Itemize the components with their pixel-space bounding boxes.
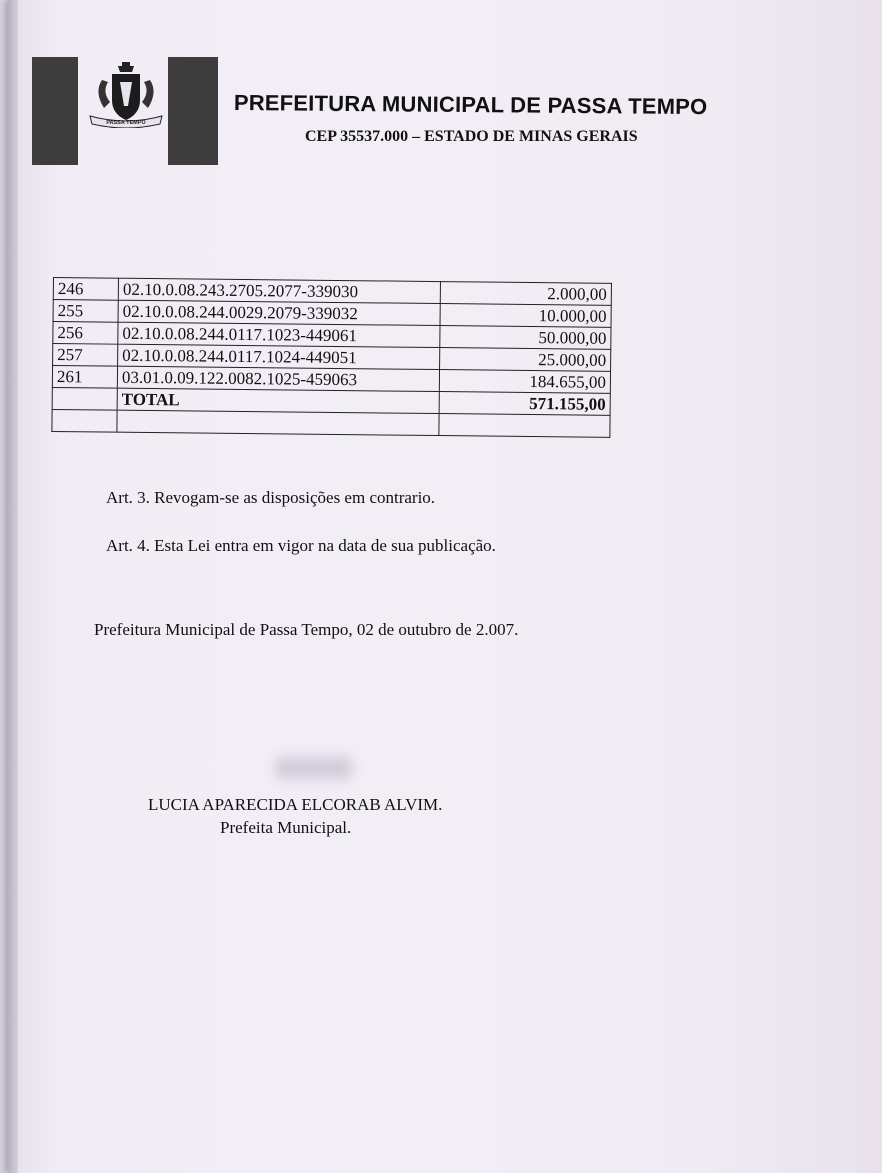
budget-code-cell: 02.10.0.08.243.2705.2077-339030 (118, 278, 440, 303)
article-3: Art. 3. Revogam-se as disposições em contrario. (106, 488, 436, 507)
value-cell: 10.000,00 (440, 304, 611, 328)
header-subtitle: CEP 35537.000 – ESTADO DE MINAS GERAIS (305, 128, 638, 145)
empty-row (52, 409, 610, 437)
header-bar-left (32, 57, 78, 165)
row-number-cell: 246 (53, 278, 118, 301)
budget-code-cell: 02.10.0.08.244.0117.1023-449061 (118, 322, 440, 347)
redacted-blur (276, 757, 352, 779)
total-label-cell: TOTAL (117, 388, 439, 413)
crest-ribbon-text: PASSA TEMPO (106, 120, 146, 126)
document-page (8, 0, 882, 1173)
budget-code-cell: 03.01.0.09.122.0082.1025-459063 (117, 366, 439, 391)
empty-cell (52, 409, 117, 432)
page-edge (8, 0, 18, 1173)
value-cell: 2.000,00 (440, 282, 611, 306)
empty-cell (117, 410, 439, 435)
header-bar-right (168, 57, 218, 165)
header-title: PREFEITURA MUNICIPAL DE PASSA TEMPO (233, 90, 708, 120)
signatory-name: LUCIA APARECIDA ELCORAB ALVIM. (148, 795, 443, 814)
municipal-crest-icon (88, 62, 164, 128)
empty-cell (439, 414, 610, 438)
total-value-cell: 571.155,00 (439, 392, 610, 416)
row-number-cell: 255 (53, 300, 118, 323)
empty-cell (52, 387, 117, 410)
budget-table (51, 277, 612, 438)
value-cell: 50.000,00 (440, 326, 611, 350)
value-cell: 25.000,00 (440, 348, 611, 372)
budget-code-cell: 02.10.0.08.244.0029.2079-339032 (118, 300, 440, 325)
signatory-role: Prefeita Municipal. (220, 818, 352, 837)
row-number-cell: 256 (53, 322, 118, 345)
row-number-cell: 257 (53, 344, 118, 367)
budget-code-cell: 02.10.0.08.244.0117.1024-449051 (118, 344, 440, 369)
value-cell: 184.655,00 (439, 370, 610, 394)
row-number-cell: 261 (52, 366, 117, 389)
closing-date-line: Prefeitura Municipal de Passa Tempo, 02 de outubro de 2.007. (94, 620, 519, 639)
article-4: Art. 4. Esta Lei entra em vigor na data de sua publicação. (106, 536, 496, 555)
